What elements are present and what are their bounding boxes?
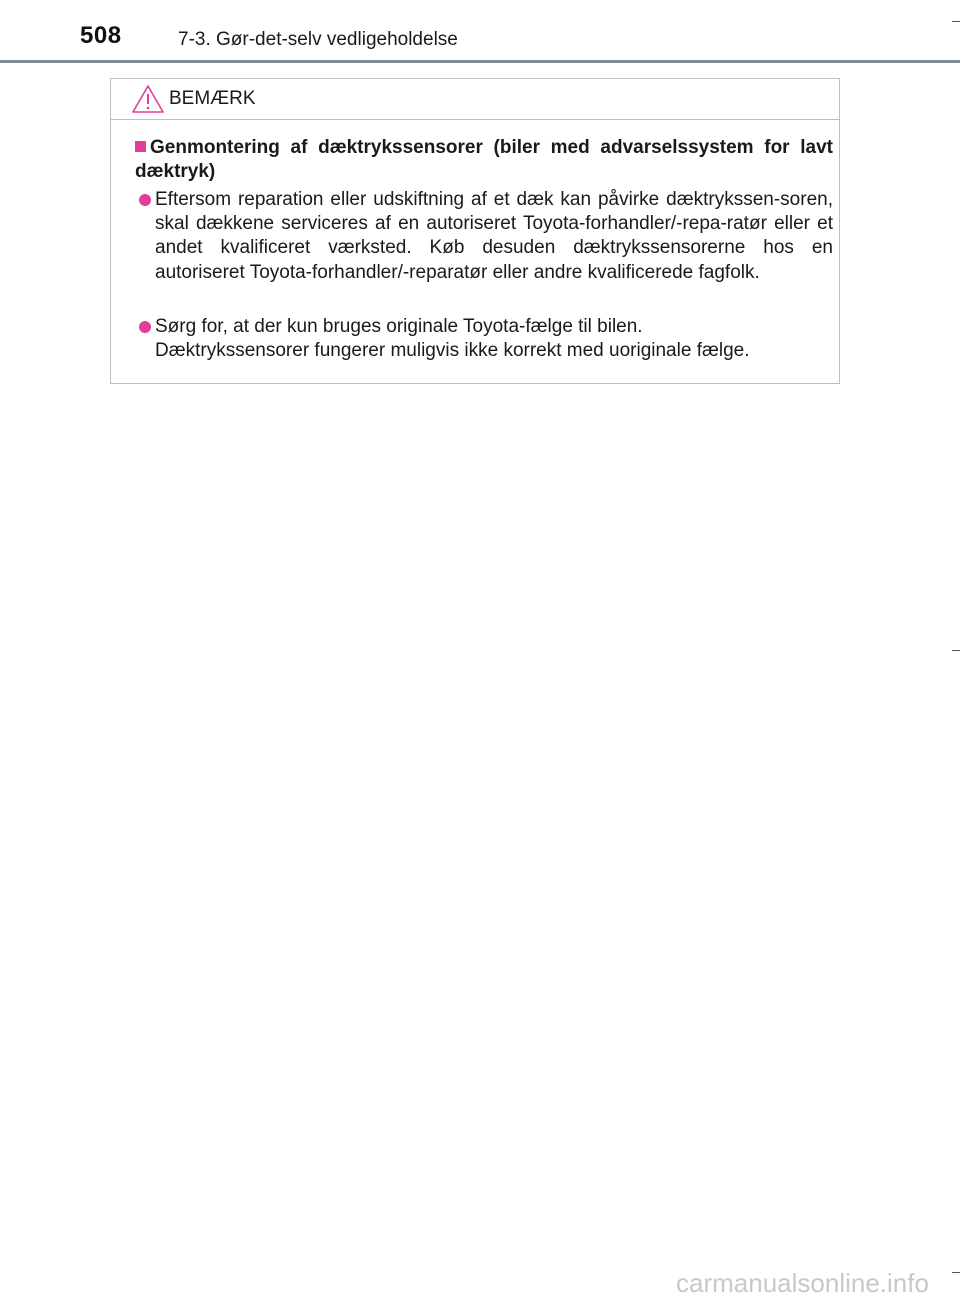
list-item-line: Dæktrykssensorer fungerer muligvis ikke korrekt med uoriginale fælge. <box>155 340 750 362</box>
bullet-dot-icon <box>139 194 151 206</box>
square-bullet-icon <box>135 141 146 152</box>
notice-heading <box>135 136 833 184</box>
list-item <box>139 188 833 285</box>
notice-label: BEMÆRK <box>169 88 256 109</box>
notice-heading-text: Genmontering af dæktrykssensorer (biler med advarselssystem for lavt dæktryk) <box>135 137 833 182</box>
header-rule <box>0 60 960 63</box>
crop-mark-top <box>952 21 960 22</box>
watermark: carmanualsonline.info <box>676 1268 929 1298</box>
page-number: 508 <box>80 22 122 49</box>
notice-header <box>111 79 839 120</box>
notice-box <box>110 78 840 384</box>
crop-mark-bottom <box>952 1272 960 1273</box>
list-item-text: Eftersom reparation eller udskiftning af et dæk kan påvirke dæktrykssen-soren, skal dækkene serviceres af en autoriseret Toyota-forhandler/-repa-ratør eller et andet kvalificeret værksted. Køb desuden dæktrykssensorerne hos en autoriseret Toyota-forhandler/-reparatør eller andre kvalificerede fagfolk. <box>155 189 833 283</box>
crop-mark-middle <box>952 650 960 651</box>
list-item-line: Sørg for, at der kun bruges originale Toyota-fælge til bilen. <box>155 316 643 337</box>
list-item <box>139 315 833 363</box>
page-header <box>0 0 960 64</box>
warning-triangle-icon <box>131 84 165 114</box>
section-title: 7-3. Gør-det-selv vedligeholdelse <box>178 29 458 50</box>
bullet-dot-icon <box>139 321 151 333</box>
